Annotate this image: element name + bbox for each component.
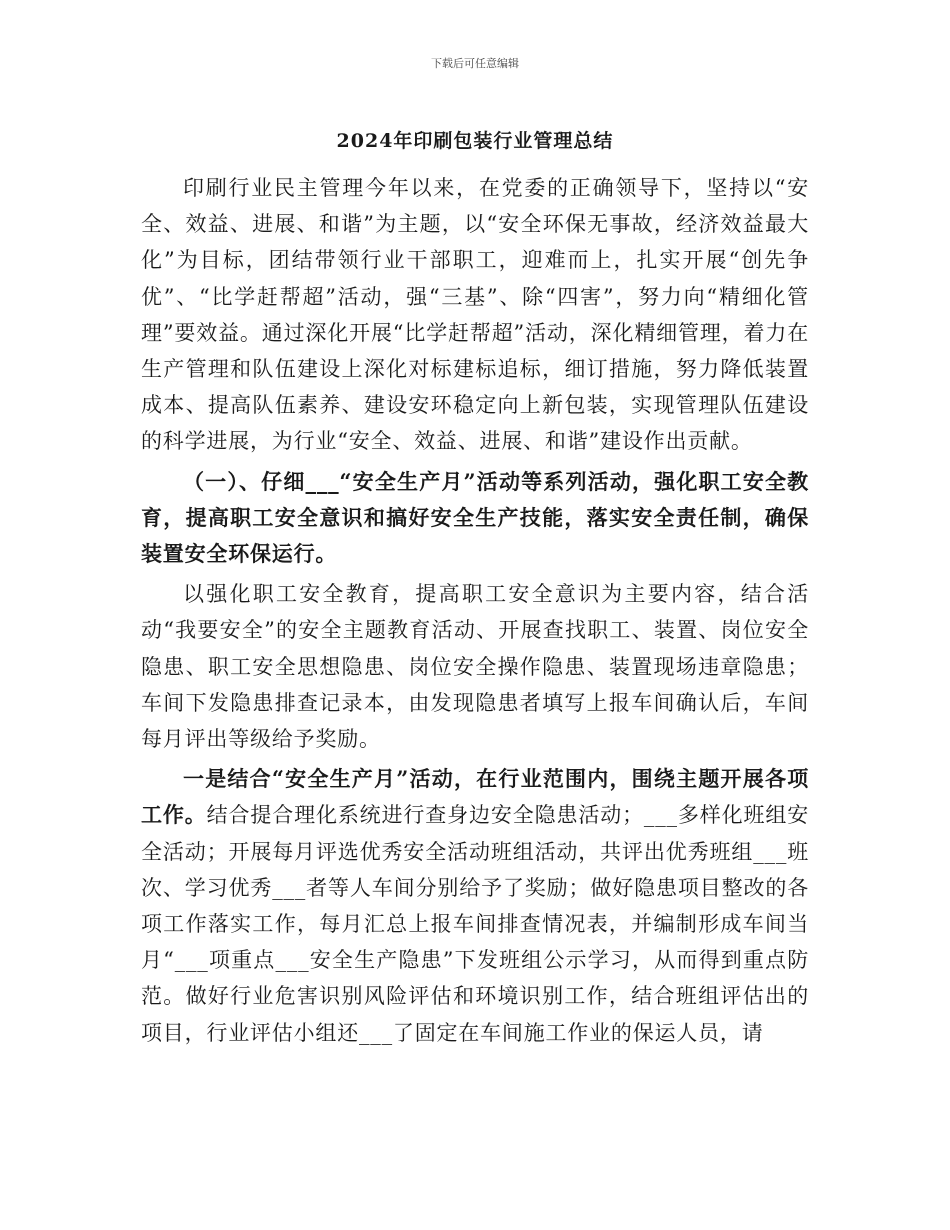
- paragraph-item-one-text: 结合提合理化系统进行查身边安全隐患活动；___多样化班组安全活动；开展每月评选优秀安全活动班组活动，共评出优秀班组___班次、学习优秀___者等人车间分别给予了奖励；做好隐患项目整改的各项工作落实工作，每月汇总上报车间排查情况表，并编制形成车间当月“___项重点___安全生产隐患”下发班组公示学习，从而得到重点防范。做好行业危害识别风险评估和环境识别工作，结合班组评估出的项目，行业评估小组还___了固定在车间施工作业的保运人员，请: [141, 803, 809, 1045]
- paragraph-item-one: [141, 761, 809, 1051]
- paragraph-intro: 印刷行业民主管理今年以来，在党委的正确领导下，坚持以“安全、效益、进展、和谐”为主题，以“安全环保无事故，经济效益最大化”为目标，团结带领行业干部职工，迎难而上，扎实开展“创先争优”、“比学赶帮超”活动，强“三基”、除“四害”，努力向“精细化管理”要效益。通过深化开展“比学赶帮超”活动，深化精细管理，着力在生产管理和队伍建设上深化对标建标追标，细订措施，努力降低装置成本、提高队伍素养、建设安环稳定向上新包装，实现管理队伍建设的科学进展，为行业“安全、效益、进展、和谐”建设作出贡献。: [141, 176, 809, 454]
- document-title: 2024年印刷包装行业管理总结: [336, 130, 614, 152]
- paragraph-item-one-lead: 一是结合“安全生产月”活动，在行业范围内，围绕主题开展各项工作。: [141, 766, 809, 828]
- paragraph-safety-education: 以强化职工安全教育，提高职工安全意识为主要内容，结合活动“我要安全”的安全主题教育活动、开展查找职工、装置、岗位安全隐患、职工安全思想隐患、岗位安全操作隐患、装置现场违章隐患；车间下发隐患排查记录本，由发现隐患者填写上报车间确认后，车间每月评出等级给予奖励。: [141, 582, 809, 752]
- paragraph-section-heading: （一）、仔细___“安全生产月”活动等系列活动，强化职工安全教育，提高职工安全意识和搞好安全生产技能，落实安全责任制，确保装置安全环保运行。: [141, 468, 809, 567]
- page-header-note: 下载后可任意编辑: [431, 57, 519, 70]
- document-body: [141, 170, 809, 1055]
